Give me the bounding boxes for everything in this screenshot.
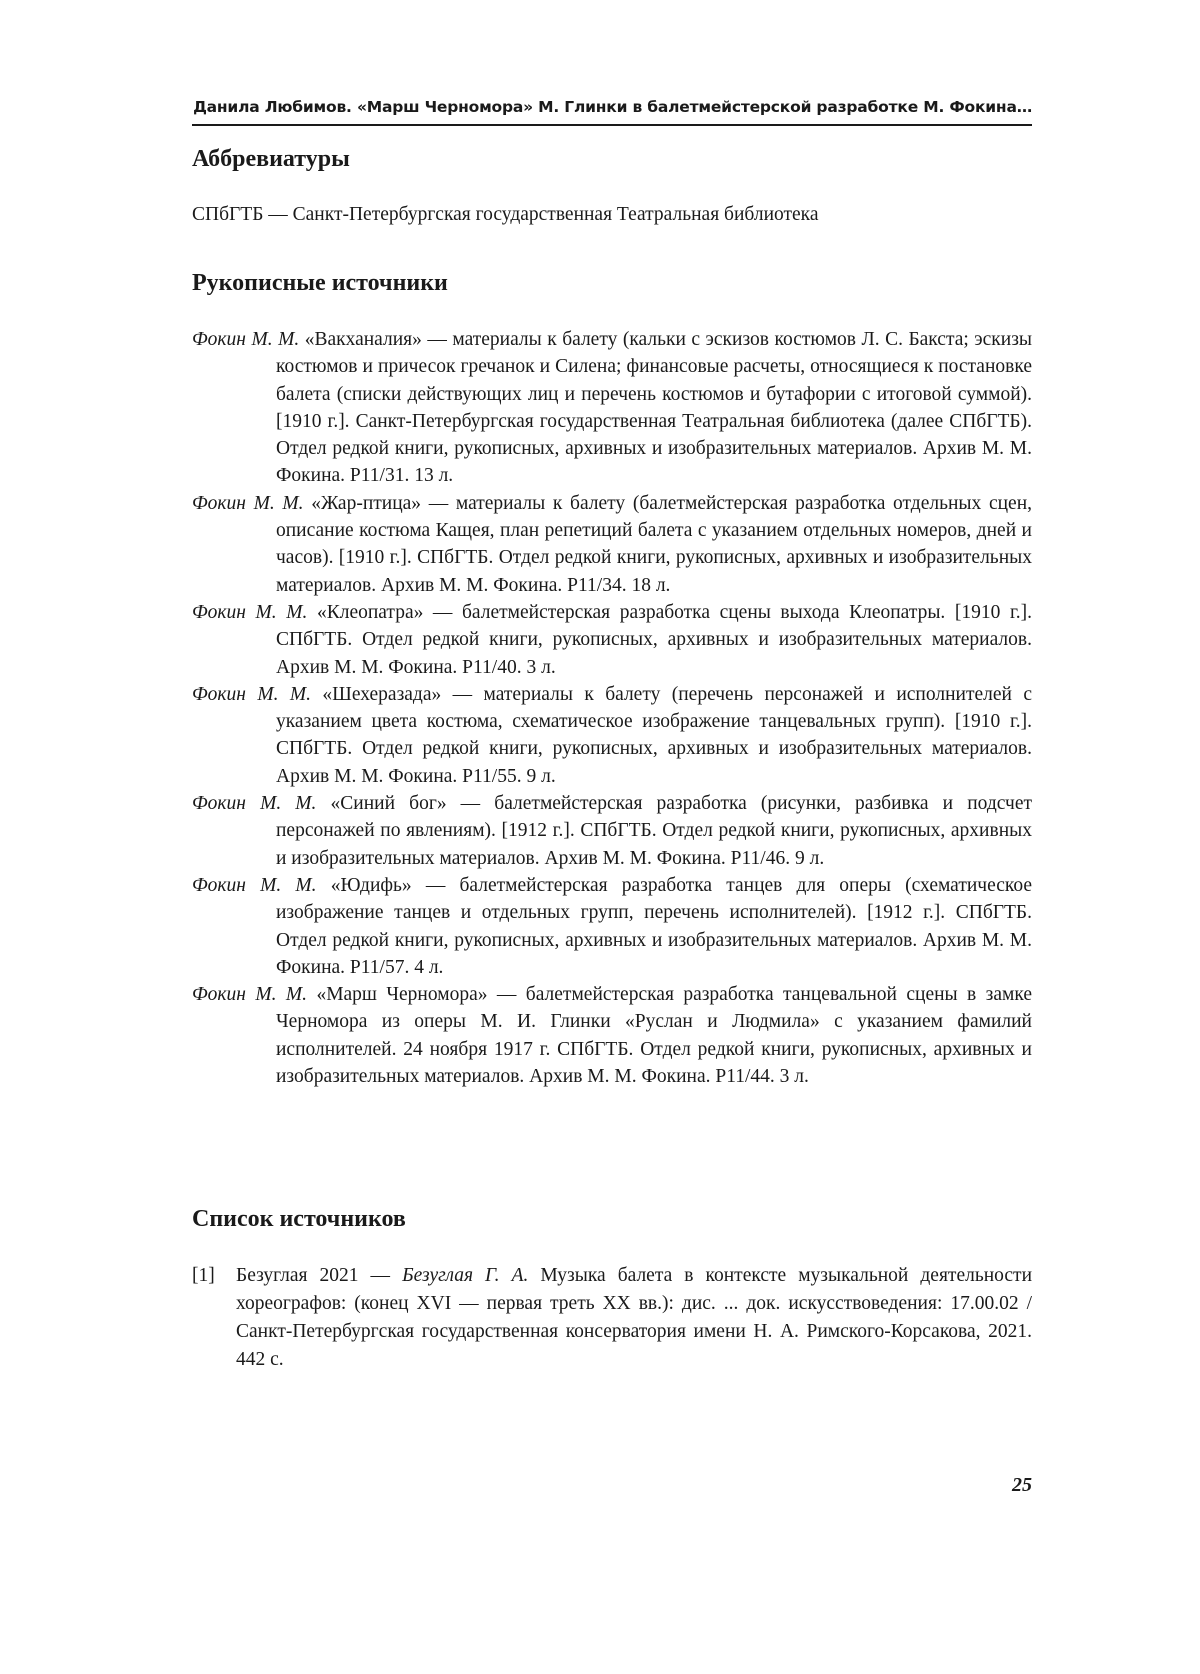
entry-author: Фокин М. М. bbox=[192, 984, 308, 1006]
entry-author: Фокин М. М. bbox=[192, 874, 317, 896]
page-number: 25 bbox=[1012, 1474, 1032, 1496]
manuscript-entry bbox=[192, 490, 1032, 599]
manuscript-entry bbox=[192, 790, 1032, 872]
source-author: Безуглая Г. А. bbox=[402, 1265, 529, 1286]
running-header: Данила Любимов. «Марш Черномора» М. Глинки в балетмейстерской разработке М. Фокина… bbox=[193, 98, 1032, 116]
entry-author: Фокин М. М. bbox=[192, 601, 308, 623]
source-number: [1] bbox=[192, 1265, 215, 1286]
source-text: Музыка балета в контексте музыкальной деятельности хореографов: (конец XVI — первая треть XX вв.): дис. ... док. искусствоведения: 17.00.02 / Санкт-Петербургская государственная консерватория имени Н. А. Римского-Корсакова, 2021. 442 с. bbox=[236, 1265, 1033, 1370]
manuscript-entry bbox=[192, 981, 1032, 1090]
manuscript-entry bbox=[192, 599, 1032, 681]
entry-text: «Синий бог» — балетмейстерская разработка (рисунки, разбивка и подсчет персонажей по явлениям). [1912 г.]. СПбГТБ. Отдел редкой книги, рукописных, архивных и изобразительных материалов. Архив М. М. Фокина. Р11/46. 9 л. bbox=[276, 793, 1033, 869]
manuscript-entry bbox=[192, 681, 1032, 790]
entry-text: «Вакханалия» — материалы к балету (кальки с эскизов костюмов Л. С. Бакста; эскизы костюмов и причесок гречанок и Силена; финансовые расчеты, относящиеся к постановке балета (списки действующих лиц и перечень костюмов и бутафории с итоговой суммой). [1910 г.]. Санкт-Петербургская государственная Театральная библиотека (далее СПбГТБ). Отдел редкой книги, рукописных, архивных и изобразительных материалов. Архив М. М. Фокина. Р11/31. 13 л. bbox=[276, 329, 1033, 487]
abbreviations-heading: Аббревиатуры bbox=[192, 146, 350, 172]
source-item bbox=[192, 1262, 1032, 1374]
entry-author: Фокин М. М. bbox=[192, 683, 312, 705]
entry-author: Фокин М. М. bbox=[192, 793, 317, 815]
manuscripts-heading: Рукописные источники bbox=[192, 270, 448, 296]
entry-text: «Шехеразада» — материалы к балету (перечень персонажей и исполнителей с указанием цвета костюма, схематическое изображение танцевальных групп). [1910 г.]. СПбГТБ. Отдел редкой книги, рукописных, архивных и изобразительных материалов. Архив М. М. Фокина. Р11/55. 9 л. bbox=[276, 683, 1032, 787]
entry-text: «Марш Черномора» — балетмейстерская разработка танцевальной сцены в замке Черномора из оперы М. И. Глинки «Руслан и Людмила» с указанием фамилий исполнителей. 24 ноября 1917 г. СПбГТБ. Отдел редкой книги, рукописных, архивных и изобразительных материалов. Архив М. М. Фокина. Р11/44. 3 л. bbox=[276, 984, 1033, 1088]
manuscript-list bbox=[192, 326, 1032, 1090]
entry-text: «Жар-птица» — материалы к балету (балетмейстерская разработка отдельных сцен, описание костюма Кащея, план репетиций балета с указанием отдельных номеров, дней и часов). [1910 г.]. СПбГТБ. Отдел редкой книги, рукописных, архивных и изобразительных материалов. Архив М. М. Фокина. Р11/34. 18 л. bbox=[276, 492, 1032, 596]
sources-heading: Список источников bbox=[192, 1206, 406, 1232]
entry-text: «Юдифь» — балетмейстерская разработка танцев для оперы (схематическое изображение танцев и отдельных групп, перечень исполнителей). [1912 г.]. СПбГТБ. Отдел редкой книги, рукописных, архивных и изобразительных материалов. Архив М. М. Фокина. Р11/57. 4 л. bbox=[276, 874, 1033, 978]
entry-author: Фокин М. М. bbox=[192, 329, 300, 350]
entry-text: «Клеопатра» — балетмейстерская разработка сцены выхода Клеопатры. [1910 г.]. СПбГТБ. Отдел редкой книги, рукописных, архивных и изобразительных материалов. Архив М. М. Фокина. Р11/40. 3 л. bbox=[276, 601, 1032, 678]
header-rule bbox=[192, 124, 1032, 126]
manuscript-entry bbox=[192, 326, 1032, 490]
abbreviation-line: СПбГТБ — Санкт-Петербургская государственная Театральная библиотека bbox=[192, 204, 819, 225]
manuscript-entry bbox=[192, 872, 1032, 981]
source-lead: Безуглая 2021 — bbox=[236, 1265, 403, 1286]
entry-author: Фокин М. М. bbox=[192, 492, 304, 514]
